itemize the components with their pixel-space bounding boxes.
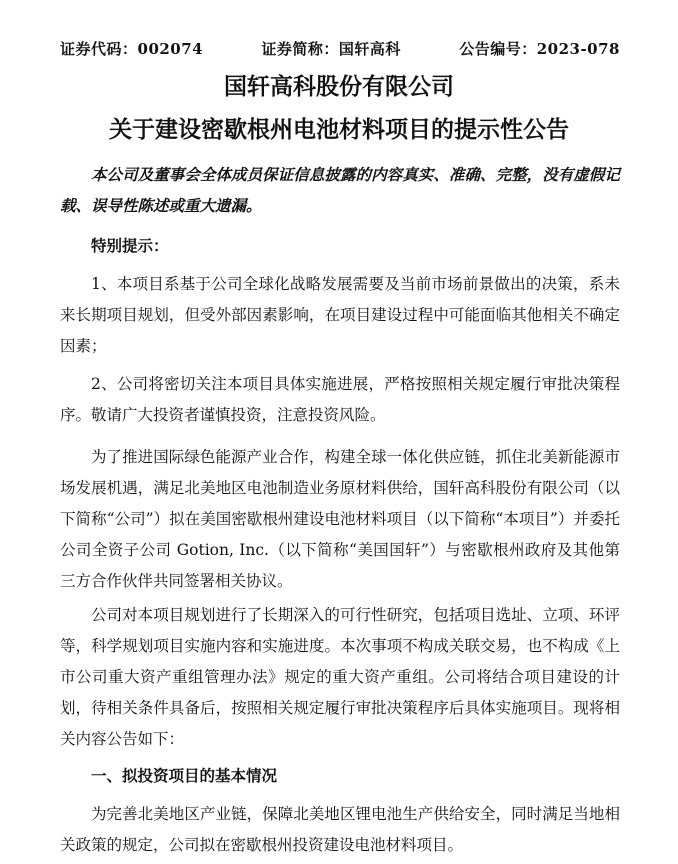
special-notice-heading: 特别提示：	[91, 236, 169, 255]
special-notice-item-1: 1、本项目系基于公司全球化战略发展需要及当前市场前景做出的决策，系未来长期项目规划，但受外部因素影响，在项目建设过程中可能面临其他相关不确定因素；	[60, 275, 620, 355]
board-declaration: 本公司及董事会全体成员保证信息披露的内容真实、准确、完整，没有虚假记载、误导性陈述或重大遗漏。	[60, 165, 620, 215]
body-paragraph-2: 公司对本项目规划进行了长期深入的可行性研究，包括项目选址、立项、环评等，科学规划项目实施内容和实施进度。本次事项不构成关联交易，也不构成《上市公司重大资产重组管理办法》规定的重大资产重组。公司将结合项目建设的计划，待相关条件具备后，按照相关规定履行审批决策程序后具体实施项目。现将相关内容公告如下：	[60, 606, 620, 748]
security-short-name: 证券简称：国轩高科	[261, 40, 401, 58]
body-paragraph-1: 为了推进国际绿色能源产业合作，构建全球一体化供应链，抓住北美新能源市场发展机遇，满足北美地区电池制造业务原材料供给，国轩高科股份有限公司（以下简称“公司”）拟在美国密歇根州建设电池材料项目（以下简称“本项目”）并委托公司全资子公司 Gotion, Inc.（以下简称“美国国轩”）与密歇根州政府及其他第三方合作伙伴共同签署相关协议。	[60, 448, 620, 590]
document-header	[60, 38, 620, 59]
section-1-paragraph: 为完善北美地区产业链，保障北美地区锂电池生产供给安全，同时满足当地相关政策的规定，公司拟在密歇根州投资建设电池材料项目。	[60, 805, 620, 854]
notice-number: 公告编号：2023-078	[459, 40, 620, 58]
section-1-heading: 一、拟投资项目的基本情况	[91, 766, 278, 785]
special-notice-item-2: 2、公司将密切关注本项目具体实施进展，严格按照相关规定履行审批决策程序。敬请广大投资者谨慎投资，注意投资风险。	[60, 375, 620, 424]
notice-title: 关于建设密歇根州电池材料项目的提示性公告	[109, 117, 569, 143]
company-title: 国轩高科股份有限公司	[224, 74, 454, 100]
security-code: 证券代码：002074	[60, 40, 204, 58]
